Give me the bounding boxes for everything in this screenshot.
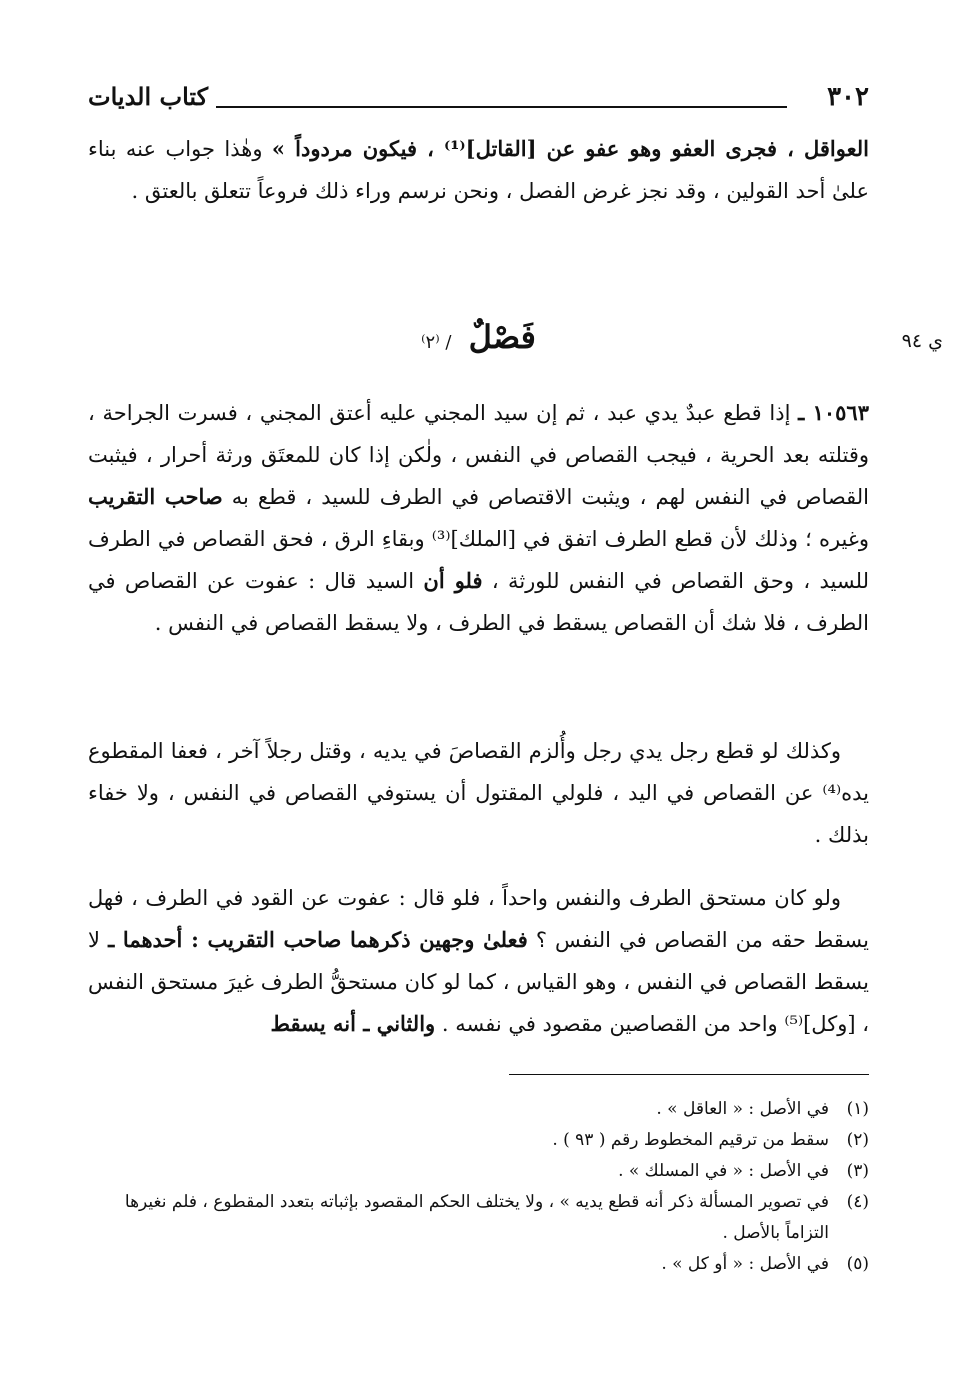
paragraph-number: ١٠٥٦٣ ـ	[798, 400, 869, 425]
footnote-text: سقط من ترقيم المخطوط رقم ( ٩٣ ) .	[552, 1130, 829, 1150]
paragraph-1-bold-b: فلو أن	[423, 568, 483, 593]
section-heading	[0, 318, 957, 356]
footnote-number: (٣)	[846, 1161, 869, 1181]
footnotes	[88, 1094, 869, 1280]
manuscript-folio-note: ي ٩٤	[901, 330, 943, 352]
footnote	[88, 1125, 869, 1156]
footnote	[88, 1094, 869, 1125]
footnote-number: (٢)	[846, 1130, 869, 1150]
intro-text: وهٰذا جواب عنه بناء علىٰ أحد القولين ، وقد نجز غرض الفصل ، ونحن نرسم وراء ذلك فروعاً تتعلق بالعتق .	[88, 137, 869, 203]
footnote-text: في الأصل : « في المسلك » .	[618, 1161, 829, 1181]
paragraph-3-text-b: لا يسقط القصاص في النفس ، وهو القياس ، كما لو كان مستحقُّ الطرف غيرَ مستحق النفس ، [وكل]⁽⁵⁾ واحد من القصاصين مقصود في نفسه .	[88, 928, 869, 1036]
footnote-text: في تصوير المسألة ذكر أنه قطع يديه » ، ولا يختلف الحكم المقصود بإثباته بتعدد المقطوع ، فلم نغيرها التزاماً بالأصل .	[124, 1192, 829, 1243]
footnote	[88, 1249, 869, 1280]
header-rule	[216, 106, 787, 108]
paragraph-3	[88, 877, 869, 1045]
paragraph-3-bold-b: والثاني ـ أنه يسقط	[270, 1011, 436, 1036]
paragraph-3-text-a: ولو كان مستحق الطرف والنفس واحداً ، فلو قال : عفوت عن القود في الطرف ، فهل يسقط حقه من القصاص في النفس ؟	[88, 886, 870, 952]
intro-bold-lead: العواقل ، فجرى العفو وهو عفو عن [القاتل]⁽¹⁾ ، فيكون مردوداً »	[271, 136, 869, 161]
footnote-number: (٥)	[846, 1254, 869, 1274]
footnote-rule	[509, 1074, 869, 1075]
intro-paragraph	[88, 128, 869, 212]
footnote-text: في الأصل : « العاقل » .	[656, 1099, 829, 1119]
footnote-text: في الأصل : « أو كل » .	[661, 1254, 829, 1274]
paragraph-3-bold-a: فعلىٰ وجهين ذكرهما صاحب التقريب : أحدهما ـ	[108, 927, 528, 952]
page-number: ٣٠٢	[827, 82, 869, 112]
section-title: فَصْلٌ	[468, 318, 536, 356]
footnote-number: (٤)	[846, 1192, 869, 1212]
paragraph-1-bold-a: صاحب التقريب	[88, 484, 223, 509]
paragraph-10563	[88, 392, 869, 644]
section-note-ref: / ⁽٢⁾	[421, 332, 452, 353]
paragraph-1-text-c: السيد قال : عفوت عن القصاص في الطرف ، فلا شك أن القصاص يسقط في الطرف ، ولا يسقط القصاص في النفس .	[88, 569, 869, 635]
footnote-number: (١)	[846, 1099, 869, 1119]
paragraph-2-text: وكذلك لو قطع رجل يدي رجل وأُلزم القصاصَ في يديه ، وقتل رجلاً آخر ، فعفا المقطوع يده⁽⁴⁾ عن القصاص في اليد ، فلولي المقتول أن يستوفي القصاص في النفس ، ولا خفاء بذلك .	[88, 739, 869, 847]
footnote	[88, 1187, 869, 1249]
running-header	[88, 78, 869, 118]
paragraph-1-text-b: وغيره ؛ وذلك لأن قطع الطرف اتفق في [الملك]⁽³⁾ وبقاءِ الرق ، فحق القصاص في الطرف للسيد ، وحق القصاص في النفس للورثة ،	[88, 527, 869, 593]
paragraph-1-text-a: إذا قطع عبدٌ يدي عبد ، ثم إن سيد المجني عليه أعتق المجني ، فسرت الجراحة ، وقتلته بعد الحرية ، فيجب القصاص في النفس ، ولٰكن إذا كان للمعتَق ورثة أحرار ، فيثبت القصاص في النفس لهم ، ويثبت الاقتصاص في الطرف للسيد ، قطع به	[88, 401, 869, 509]
book-title: كتاب الديات	[88, 82, 209, 111]
paragraph-2	[88, 730, 869, 856]
footnote	[88, 1156, 869, 1187]
